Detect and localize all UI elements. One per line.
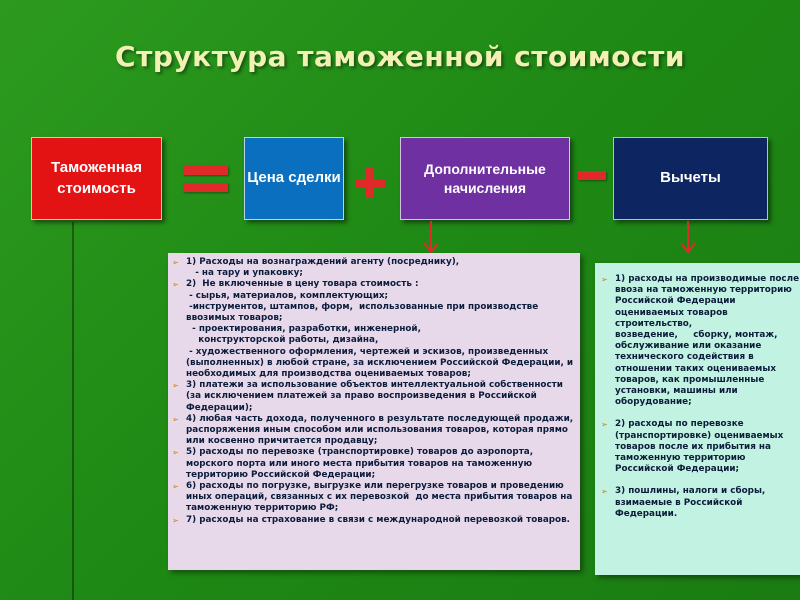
list-item: [172, 515, 576, 526]
list-item-text: 7) расходы на страхование в связи с международной перевозкой товаров.: [186, 514, 571, 525]
plus-sign-icon: [355, 168, 385, 198]
bullet-arrow-icon: ➢: [172, 414, 179, 424]
list-item-text: 1) Расходы на вознаграждений агенту (посреднику), - на тару и упаковку;: [186, 257, 460, 279]
list-item: [172, 279, 576, 380]
bullet-arrow-icon: ➢: [601, 487, 608, 497]
list-item-text: 1) расходы на производимые после ввоза на таможенную территорию Российской Федерации оцениваемых товаров строительство, возведение, сборку, монтаж, обслуживание или оказание технического содействия в отношении таких оцениваемых товаров, как промышленные установки, машины или оборудование;: [615, 274, 800, 408]
list-item: [172, 257, 576, 279]
list-item: [601, 486, 800, 520]
list-item-text: 3) пошлины, налоги и сборы, взимаемые в Российской Федерации.: [615, 486, 769, 519]
bullet-arrow-icon: ➢: [172, 280, 179, 290]
list-item-text: 3) платежи за использование объектов интеллектуальной собственности (за исключением платежей за право воспроизведения в Российской Федерации);: [186, 380, 567, 413]
minus-sign-icon: [578, 171, 606, 180]
list-item: [172, 414, 576, 448]
additions-box: Дополнительные начисления: [400, 137, 570, 220]
list-item-text: 5) расходы по перевозке (транспортировке) товаров до аэропорта, морского порта или иного места прибытия товаров на таможенную территорию Российской Федерации;: [186, 447, 537, 480]
list-item: [601, 419, 800, 475]
deductions-list: [601, 274, 800, 520]
list-item-text: 4) любая часть дохода, полученного в результате последующей продажи, распоряжения иным способом или использования товаров, которая прямо или косвенно причитается продавцу;: [186, 413, 577, 447]
bullet-arrow-icon: ➢: [601, 275, 608, 284]
slide-title: Структура таможенной стоимости: [115, 40, 685, 73]
additions-list: [172, 257, 576, 526]
bullet-arrow-icon: ➢: [172, 258, 179, 267]
bullet-arrow-icon: ➢: [172, 448, 179, 458]
customs-value-box: Таможенная стоимость: [31, 137, 162, 220]
transaction-price-box: Цена сделки: [244, 137, 344, 220]
list-item-text: 2) расходы по перевозке (транспортировке) оцениваемых товаров после их прибытия на таможенную территорию Российской Федерации;: [615, 419, 787, 475]
deductions-list-panel: [595, 263, 800, 575]
bullet-arrow-icon: ➢: [172, 482, 179, 492]
down-arrow-icon: [422, 221, 440, 255]
list-item: [172, 380, 576, 414]
deductions-box: Вычеты: [613, 137, 768, 220]
equals-bar-bottom: [183, 183, 228, 192]
additions-list-panel: [168, 253, 580, 570]
equals-sign-icon: [183, 166, 228, 194]
list-item-text: 2) Не включенные в цену товара стоимость : - сырья, материалов, комплектующих; -инструментов, штампов, форм, использованные при производстве ввозимых товаров; - проектирования, разработки, инженерной, конструкторской работы, дизайна, - художественного оформления, чертежей и эскизов, произведенных (выполненных) в любой стране, за исключением Российской Федерации, и необходимых для производства оцениваемых товаров;: [186, 279, 574, 380]
plus-bar-vertical: [366, 168, 374, 198]
bullet-arrow-icon: ➢: [172, 515, 179, 525]
list-item-text: 6) расходы по погрузке, выгрузке или перегрузке товаров и проведению иных операций, связанных с их перевозкой до места прибытия товаров на таможенную территорию РФ;: [186, 481, 576, 514]
left-divider-line: [72, 222, 74, 600]
list-item: [172, 481, 576, 515]
bullet-arrow-icon: ➢: [172, 381, 179, 391]
down-arrow-icon: [679, 221, 697, 255]
list-item: [172, 447, 576, 481]
list-item: [601, 274, 800, 408]
equals-bar-top: [183, 166, 228, 175]
bullet-arrow-icon: ➢: [601, 420, 608, 430]
